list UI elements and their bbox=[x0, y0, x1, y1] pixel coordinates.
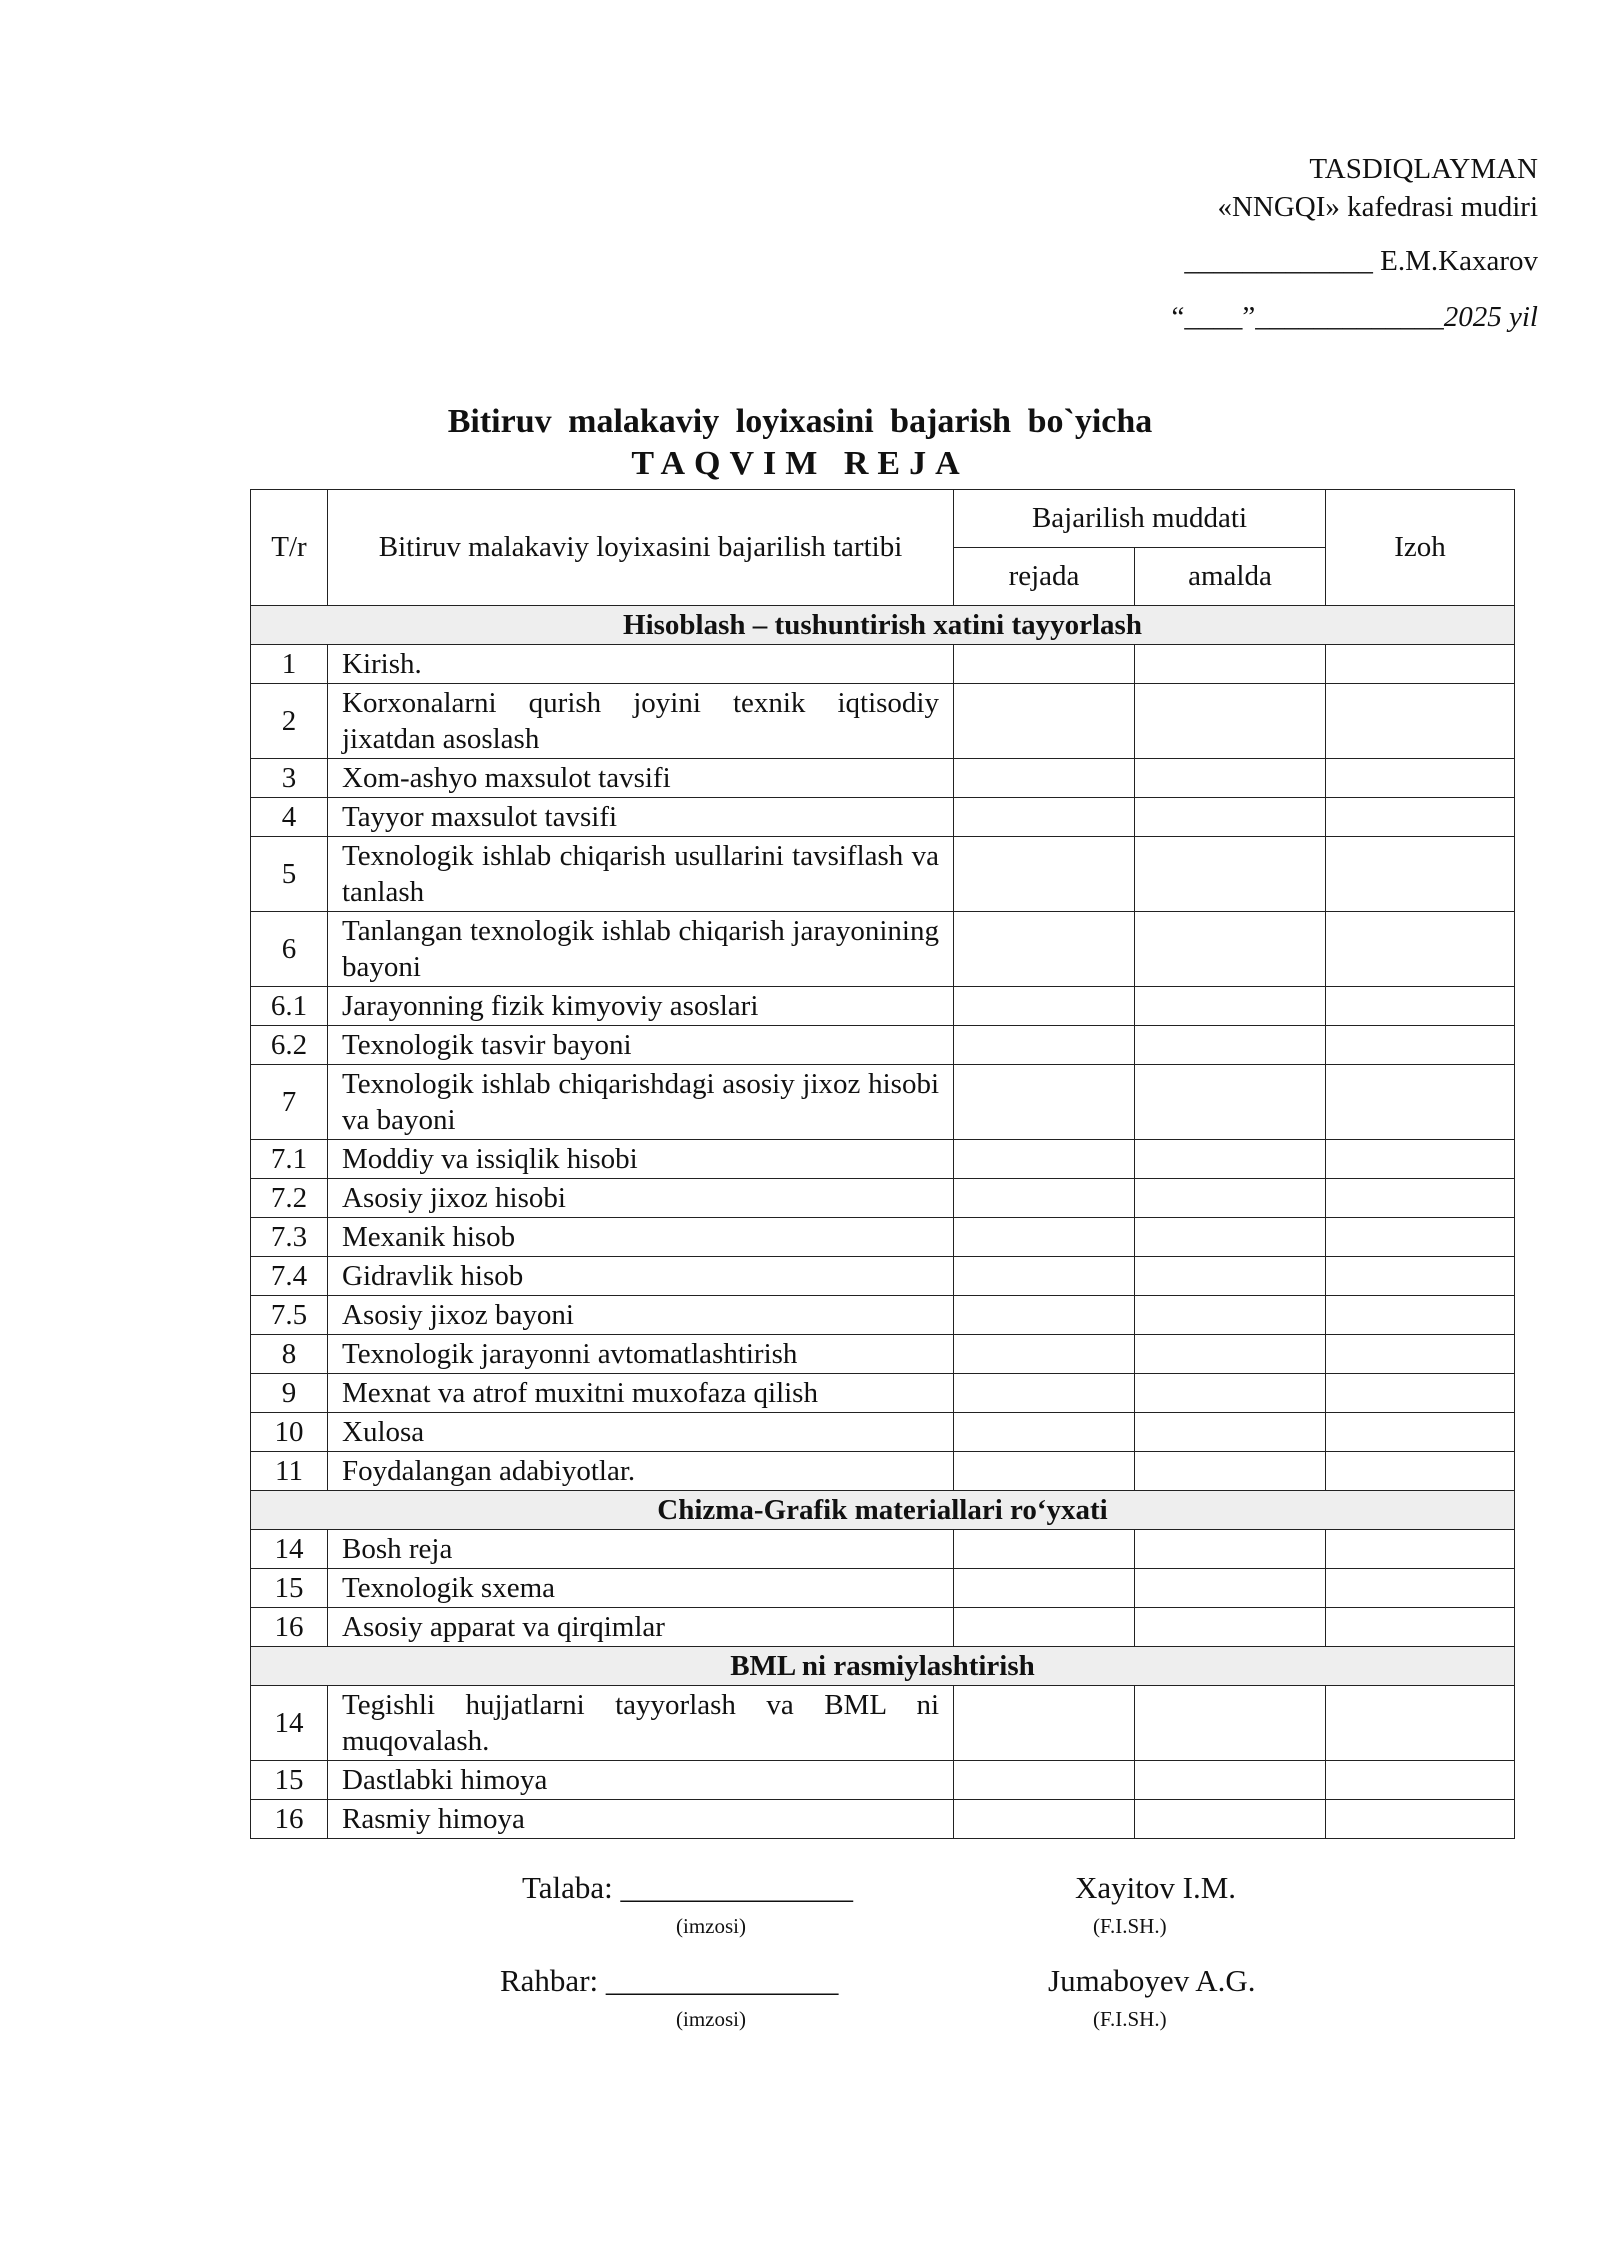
planned-cell[interactable] bbox=[954, 1296, 1135, 1335]
row-number: 16 bbox=[251, 1800, 328, 1839]
table-row bbox=[251, 1179, 1515, 1218]
title-line-1: Bitiruv malakaviy loyixasini bajarish bo`yicha bbox=[447, 403, 1153, 440]
student-label: Talaba: _______________ bbox=[522, 1870, 854, 1905]
row-task: Tayyor maxsulot tavsifi bbox=[328, 798, 954, 837]
header-planned: rejada bbox=[954, 548, 1135, 606]
row-task: Dastlabki himoya bbox=[328, 1761, 954, 1800]
note-cell[interactable] bbox=[1326, 1218, 1515, 1257]
note-cell[interactable] bbox=[1326, 798, 1515, 837]
planned-cell[interactable] bbox=[954, 1800, 1135, 1839]
header-task: Bitiruv malakaviy loyixasini bajarilish tartibi bbox=[328, 490, 954, 606]
table-row bbox=[251, 1257, 1515, 1296]
planned-cell[interactable] bbox=[954, 1686, 1135, 1761]
student-signature-row bbox=[0, 1870, 1600, 1960]
actual-cell[interactable] bbox=[1135, 912, 1326, 987]
note-cell[interactable] bbox=[1326, 1065, 1515, 1140]
actual-cell[interactable] bbox=[1135, 1413, 1326, 1452]
table-row bbox=[251, 912, 1515, 987]
note-cell[interactable] bbox=[1326, 1608, 1515, 1647]
row-task: Texnologik jarayonni avtomatlashtirish bbox=[328, 1335, 954, 1374]
note-cell[interactable] bbox=[1326, 1179, 1515, 1218]
table-row bbox=[251, 1140, 1515, 1179]
note-cell[interactable] bbox=[1326, 912, 1515, 987]
actual-cell[interactable] bbox=[1135, 1065, 1326, 1140]
table-row bbox=[251, 798, 1515, 837]
table-row bbox=[251, 1761, 1515, 1800]
planned-cell[interactable] bbox=[954, 837, 1135, 912]
actual-cell[interactable] bbox=[1135, 645, 1326, 684]
row-number: 7.3 bbox=[251, 1218, 328, 1257]
planned-cell[interactable] bbox=[954, 645, 1135, 684]
row-task: Korxonalarni qurish joyini texnik iqtisodiy jixatdan asoslash bbox=[328, 684, 954, 759]
table-row bbox=[251, 1608, 1515, 1647]
section-header-row bbox=[251, 1491, 1515, 1530]
row-number: 4 bbox=[251, 798, 328, 837]
header-num: T/r bbox=[251, 490, 328, 606]
table-row bbox=[251, 645, 1515, 684]
actual-cell[interactable] bbox=[1135, 798, 1326, 837]
note-cell[interactable] bbox=[1326, 1800, 1515, 1839]
row-task: Asosiy jixoz hisobi bbox=[328, 1179, 954, 1218]
planned-cell[interactable] bbox=[954, 1530, 1135, 1569]
row-task: Tegishli hujjatlarni tayyorlash va BML ni muqovalash. bbox=[328, 1686, 954, 1761]
note-cell[interactable] bbox=[1326, 1530, 1515, 1569]
row-task: Mexnat va atrof muxitni muxofaza qilish bbox=[328, 1374, 954, 1413]
note-cell[interactable] bbox=[1326, 1761, 1515, 1800]
note-cell[interactable] bbox=[1326, 1296, 1515, 1335]
actual-cell[interactable] bbox=[1135, 1374, 1326, 1413]
note-cell[interactable] bbox=[1326, 1686, 1515, 1761]
row-number: 8 bbox=[251, 1335, 328, 1374]
actual-cell[interactable] bbox=[1135, 837, 1326, 912]
note-cell[interactable] bbox=[1326, 987, 1515, 1026]
table-row bbox=[251, 1296, 1515, 1335]
approval-date bbox=[1172, 298, 1539, 336]
table-row bbox=[251, 1374, 1515, 1413]
section-header-row bbox=[251, 606, 1515, 645]
table-row bbox=[251, 1530, 1515, 1569]
section-header-row bbox=[251, 1647, 1515, 1686]
row-number: 6 bbox=[251, 912, 328, 987]
actual-cell[interactable] bbox=[1135, 1761, 1326, 1800]
row-number: 14 bbox=[251, 1686, 328, 1761]
planned-cell[interactable] bbox=[954, 1140, 1135, 1179]
section-title: BML ni rasmiylashtirish bbox=[251, 1647, 1515, 1686]
table-row bbox=[251, 1413, 1515, 1452]
actual-cell[interactable] bbox=[1135, 1335, 1326, 1374]
row-number: 5 bbox=[251, 837, 328, 912]
document-title bbox=[0, 400, 1600, 484]
planned-cell[interactable] bbox=[954, 759, 1135, 798]
note-cell[interactable] bbox=[1326, 645, 1515, 684]
supervisor-name: Jumaboyev A.G. bbox=[1048, 1963, 1256, 1998]
table-row bbox=[251, 1800, 1515, 1839]
planned-cell[interactable] bbox=[954, 1335, 1135, 1374]
row-number: 7.5 bbox=[251, 1296, 328, 1335]
title-line-2: TAQVIM REJA bbox=[631, 445, 969, 482]
row-number: 16 bbox=[251, 1608, 328, 1647]
actual-cell[interactable] bbox=[1135, 1608, 1326, 1647]
planned-cell[interactable] bbox=[954, 1179, 1135, 1218]
table-row bbox=[251, 1452, 1515, 1491]
planned-cell[interactable] bbox=[954, 1065, 1135, 1140]
header-deadline: Bajarilish muddati bbox=[954, 490, 1326, 548]
table-row bbox=[251, 1065, 1515, 1140]
approval-block bbox=[1172, 150, 1539, 336]
row-number: 15 bbox=[251, 1569, 328, 1608]
row-number: 9 bbox=[251, 1374, 328, 1413]
note-cell[interactable] bbox=[1326, 1569, 1515, 1608]
row-task: Asosiy apparat va qirqimlar bbox=[328, 1608, 954, 1647]
plan-body bbox=[251, 606, 1515, 1839]
row-number: 3 bbox=[251, 759, 328, 798]
actual-cell[interactable] bbox=[1135, 1452, 1326, 1491]
planned-cell[interactable] bbox=[954, 798, 1135, 837]
approval-signature-line: _____________ E.M.Kaxarov bbox=[1184, 245, 1538, 277]
row-task: Tanlangan texnologik ishlab chiqarish jarayonining bayoni bbox=[328, 912, 954, 987]
row-task: Xom-ashyo maxsulot tavsifi bbox=[328, 759, 954, 798]
row-number: 7.1 bbox=[251, 1140, 328, 1179]
table-row bbox=[251, 1026, 1515, 1065]
planned-cell[interactable] bbox=[954, 1569, 1135, 1608]
row-number: 7 bbox=[251, 1065, 328, 1140]
note-cell[interactable] bbox=[1326, 759, 1515, 798]
actual-cell[interactable] bbox=[1135, 1179, 1326, 1218]
row-number: 6.1 bbox=[251, 987, 328, 1026]
actual-cell[interactable] bbox=[1135, 987, 1326, 1026]
row-number: 7.2 bbox=[251, 1179, 328, 1218]
supervisor-label: Rahbar: _______________ bbox=[500, 1963, 839, 1998]
row-task: Gidravlik hisob bbox=[328, 1257, 954, 1296]
table-row bbox=[251, 1569, 1515, 1608]
planned-cell[interactable] bbox=[954, 1026, 1135, 1065]
row-task: Kirish. bbox=[328, 645, 954, 684]
planned-cell[interactable] bbox=[954, 1761, 1135, 1800]
row-task: Bosh reja bbox=[328, 1530, 954, 1569]
row-number: 11 bbox=[251, 1452, 328, 1491]
planned-cell[interactable] bbox=[954, 1413, 1135, 1452]
row-task: Rasmiy himoya bbox=[328, 1800, 954, 1839]
planned-cell[interactable] bbox=[954, 1218, 1135, 1257]
actual-cell[interactable] bbox=[1135, 1026, 1326, 1065]
actual-cell[interactable] bbox=[1135, 759, 1326, 798]
note-cell[interactable] bbox=[1326, 837, 1515, 912]
student-name-caption: (F.I.SH.) bbox=[1093, 1914, 1167, 1938]
student-name: Xayitov I.M. bbox=[1075, 1870, 1237, 1905]
actual-cell[interactable] bbox=[1135, 1140, 1326, 1179]
actual-cell[interactable] bbox=[1135, 684, 1326, 759]
supervisor-sign-caption: (imzosi) bbox=[676, 2007, 746, 2031]
row-number: 1 bbox=[251, 645, 328, 684]
table-row bbox=[251, 837, 1515, 912]
approval-date-prefix: “____”_____________ bbox=[1171, 301, 1444, 333]
supervisor-name-caption: (F.I.SH.) bbox=[1093, 2007, 1167, 2031]
table-row bbox=[251, 1218, 1515, 1257]
row-number: 10 bbox=[251, 1413, 328, 1452]
row-task: Foydalangan adabiyotlar. bbox=[328, 1452, 954, 1491]
actual-cell[interactable] bbox=[1135, 1296, 1326, 1335]
header-actual: amalda bbox=[1135, 548, 1326, 606]
row-number: 7.4 bbox=[251, 1257, 328, 1296]
note-cell[interactable] bbox=[1326, 1026, 1515, 1065]
note-cell[interactable] bbox=[1326, 1140, 1515, 1179]
row-task: Asosiy jixoz bayoni bbox=[328, 1296, 954, 1335]
table-row bbox=[251, 759, 1515, 798]
planned-cell[interactable] bbox=[954, 1452, 1135, 1491]
planned-cell[interactable] bbox=[954, 684, 1135, 759]
planned-cell[interactable] bbox=[954, 912, 1135, 987]
row-task: Moddiy va issiqlik hisobi bbox=[328, 1140, 954, 1179]
note-cell[interactable] bbox=[1326, 1335, 1515, 1374]
row-task: Xulosa bbox=[328, 1413, 954, 1452]
planned-cell[interactable] bbox=[954, 1608, 1135, 1647]
planned-cell[interactable] bbox=[954, 1257, 1135, 1296]
supervisor-signature-row bbox=[0, 1963, 1600, 2053]
actual-cell[interactable] bbox=[1135, 1569, 1326, 1608]
row-task: Texnologik ishlab chiqarishdagi asosiy jixoz hisobi va bayoni bbox=[328, 1065, 954, 1140]
note-cell[interactable] bbox=[1326, 1374, 1515, 1413]
approval-date-year: 2025 yil bbox=[1443, 301, 1538, 333]
row-number: 2 bbox=[251, 684, 328, 759]
row-number: 6.2 bbox=[251, 1026, 328, 1065]
note-cell[interactable] bbox=[1326, 1413, 1515, 1452]
header-note: Izoh bbox=[1326, 490, 1515, 606]
actual-cell[interactable] bbox=[1135, 1257, 1326, 1296]
table-row bbox=[251, 684, 1515, 759]
actual-cell[interactable] bbox=[1135, 1800, 1326, 1839]
note-cell[interactable] bbox=[1326, 1452, 1515, 1491]
approval-position: «NNGQI» kafedrasi mudiri bbox=[1217, 191, 1538, 223]
row-task: Mexanik hisob bbox=[328, 1218, 954, 1257]
row-number: 15 bbox=[251, 1761, 328, 1800]
row-number: 14 bbox=[251, 1530, 328, 1569]
planned-cell[interactable] bbox=[954, 1374, 1135, 1413]
note-cell[interactable] bbox=[1326, 684, 1515, 759]
note-cell[interactable] bbox=[1326, 1257, 1515, 1296]
table-row bbox=[251, 987, 1515, 1026]
planned-cell[interactable] bbox=[954, 987, 1135, 1026]
table-row bbox=[251, 1335, 1515, 1374]
row-task: Texnologik tasvir bayoni bbox=[328, 1026, 954, 1065]
actual-cell[interactable] bbox=[1135, 1218, 1326, 1257]
calendar-plan-table bbox=[250, 489, 1515, 1839]
table-row bbox=[251, 1686, 1515, 1761]
student-sign-caption: (imzosi) bbox=[676, 1914, 746, 1938]
section-title: Chizma-Grafik materiallari ro‘yxati bbox=[251, 1491, 1515, 1530]
row-task: Jarayonning fizik kimyoviy asoslari bbox=[328, 987, 954, 1026]
approval-heading: TASDIQLAYMAN bbox=[1309, 153, 1538, 185]
actual-cell[interactable] bbox=[1135, 1686, 1326, 1761]
row-task: Texnologik ishlab chiqarish usullarini tavsiflash va tanlash bbox=[328, 837, 954, 912]
actual-cell[interactable] bbox=[1135, 1530, 1326, 1569]
section-title: Hisoblash – tushuntirish xatini tayyorlash bbox=[251, 606, 1515, 645]
row-task: Texnologik sxema bbox=[328, 1569, 954, 1608]
